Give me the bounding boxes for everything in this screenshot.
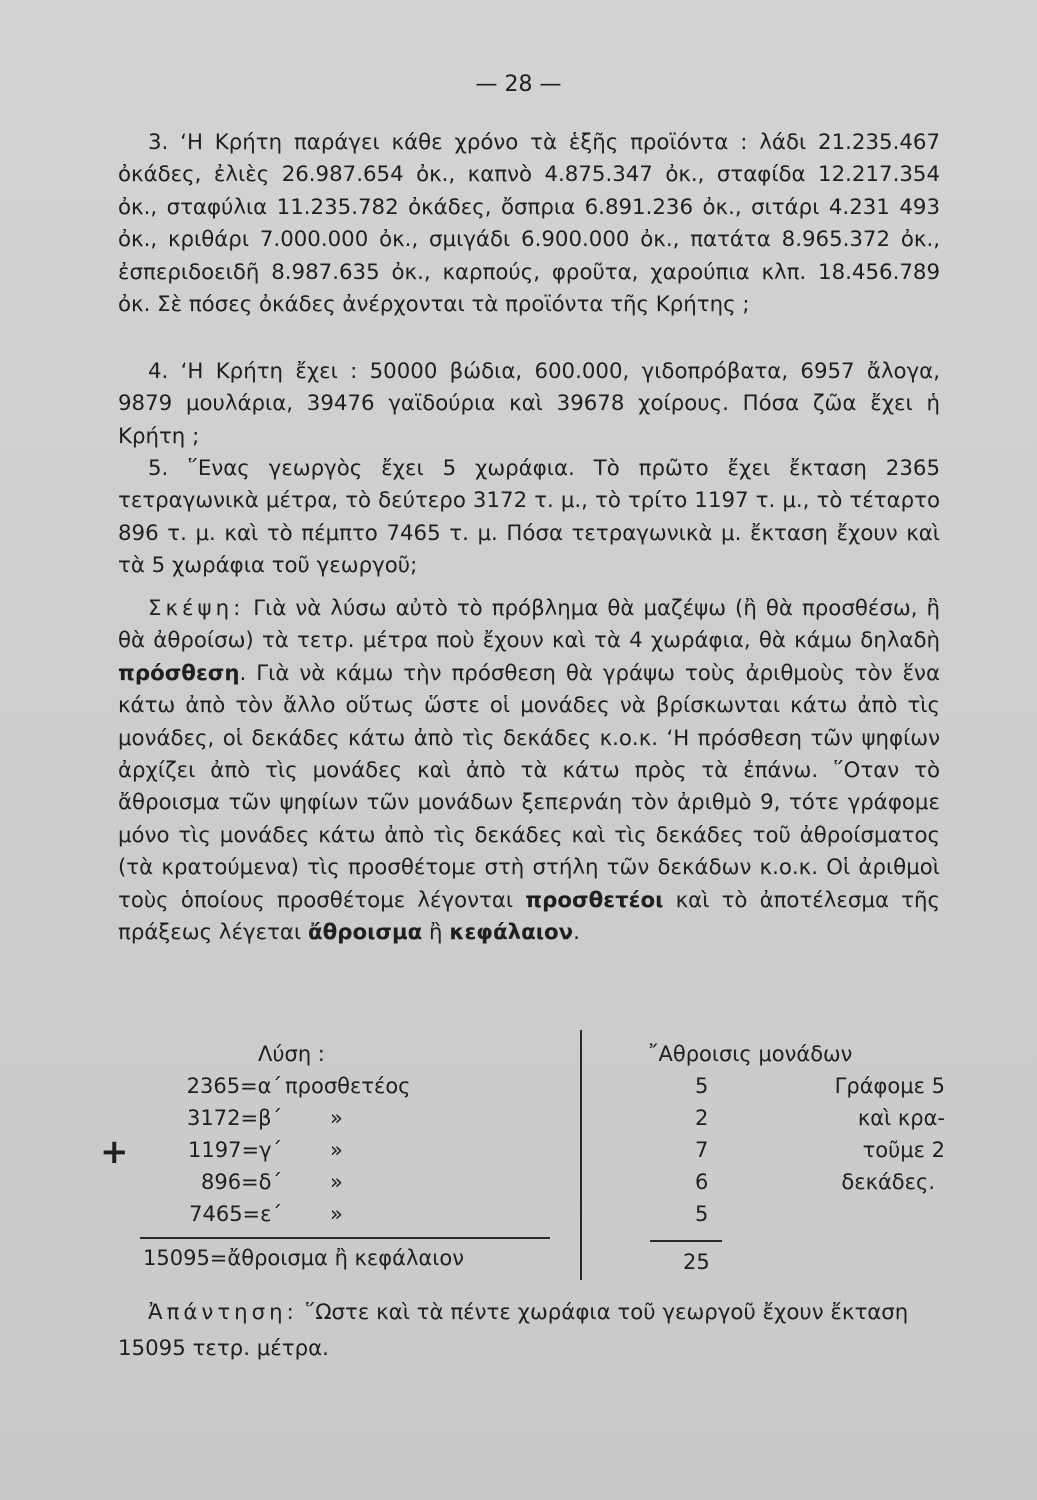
units-digit-1: 5 bbox=[695, 1074, 709, 1098]
addend-word-2: » bbox=[330, 1106, 343, 1130]
units-digit-5: 5 bbox=[695, 1202, 709, 1226]
thinking-label: Σκέψη: bbox=[148, 596, 245, 621]
thinking-text-5: . bbox=[573, 920, 580, 946]
sum-total: 15095=ἄθροισμα ἢ κεφάλαιον bbox=[143, 1246, 464, 1270]
addend-eq-3: 1197=γ΄ bbox=[188, 1138, 282, 1162]
answer-label: Ἀπάντηση: bbox=[148, 1300, 298, 1325]
addend-word-4: » bbox=[330, 1170, 343, 1194]
units-digit-4: 6 bbox=[695, 1170, 709, 1194]
page-number: — 28 — bbox=[475, 72, 562, 97]
column-divider bbox=[580, 1030, 582, 1280]
note-line-3: τοῦμε 2 bbox=[862, 1138, 945, 1162]
term-sum: ἄθροισμα bbox=[307, 920, 423, 946]
sum-rule-right bbox=[650, 1240, 722, 1242]
addend-eq-2: 3172=β΄ bbox=[187, 1106, 282, 1130]
units-total: 25 bbox=[683, 1250, 710, 1274]
units-sum-title: ῎Αθροισις μονάδων bbox=[648, 1042, 853, 1066]
note-line-2: καὶ κρα- bbox=[857, 1106, 945, 1130]
thinking-text-2: . Γιὰ νὰ κάμω τὴν πρόσθεση θὰ γράψω τοὺς ἀριθμοὺς τὸν ἕνα κάτω ἀπὸ τὸν ἄλλο οὕτως ὥστε οἱ μονάδες νὰ βρίσκωνται κάτω ἀπὸ τὶς μονάδες, οἱ δεκάδες κάτω ἀπὸ τὶς δεκάδες κ.ο.κ. ‘Η πρόσθεση τῶν ψηφίων ἀρχίζει ἀπὸ τὶς μονάδες καὶ ἀπὸ τὰ κάτω πρὸς τὰ ἐπάνω. ῞Οταν τὸ ἄθροισμα τῶν ψηφίων τῶν μονάδων ξεπερνάη τὸν ἀριθμὸ 9, τότε γράφομε μόνο τὶς μονάδες κάτω ἀπὸ τὶς δεκάδες καὶ τὶς δεκάδες τοῦ ἀθροίσματος (τὰ κρατούμενα) τὶς προσθέτομε στὴ στήλη τῶν δεκάδων κ.ο.κ. Οἱ ἀριθμοὶ τοὺς ὁποίους προσθέτομε λέγονται bbox=[118, 660, 940, 913]
answer-paragraph bbox=[118, 1295, 948, 1367]
addend-eq-5: 7465=ε΄ bbox=[189, 1202, 282, 1226]
problem-4-text: 4. ‘Η Κρήτη ἔχει : 50000 βώδια, 600.000, γιδοπρόβατα, 6957 ἄλογα, 9879 μουλάρια, 39476 γαϊδούρια καὶ 39678 χοίρους. Πόσα ζῶα ἔχει ἡ Κρήτη ; bbox=[118, 359, 940, 449]
note-line-4: δεκάδες. bbox=[841, 1170, 935, 1194]
plus-sign: + bbox=[100, 1132, 129, 1172]
term-addends: προσθετέοι bbox=[525, 887, 664, 913]
sum-rule-left bbox=[140, 1237, 550, 1239]
solution-title: Λύση : bbox=[258, 1042, 325, 1066]
term-total: κεφάλαιον bbox=[449, 920, 574, 946]
thinking-text-4: ἢ bbox=[422, 920, 450, 946]
addend-word-3: » bbox=[330, 1138, 343, 1162]
addend-eq-1: 2365=α΄ bbox=[186, 1074, 282, 1098]
answer-text: ῞Ωστε καὶ τὰ πέντε χωράφια τοῦ γεωργοῦ ἔχουν ἔκταση 15095 τετρ. μέτρα. bbox=[118, 1300, 909, 1361]
problem-5-text: 5. ῞Ενας γεωργὸς ἔχει 5 χωράφια. Τὸ πρῶτο ἔχει ἔκταση 2365 τετραγωνικὰ μέτρα, τὸ δεύτερο 3172 τ. μ., τὸ τρίτο 1197 τ. μ., τὸ τέταρτο 896 τ. μ. καὶ τὸ πέμπτο 7465 τ. μ. Πόσα τετραγωνικὰ μ. ἔκταση ἔχουν καὶ τὰ 5 χωράφια τοῦ γεωργοῦ; bbox=[118, 456, 940, 579]
addend-eq-4: 896=δ΄ bbox=[200, 1170, 282, 1194]
addend-word-5: » bbox=[330, 1202, 343, 1226]
units-digit-3: 7 bbox=[695, 1138, 709, 1162]
units-digit-2: 2 bbox=[695, 1106, 709, 1130]
problem-3-text: 3. ‘Η Κρήτη παράγει κάθε χρόνο τὰ ἑξῆς προϊόντα : λάδι 21.235.467 ὀκάδες, ἐλιὲς 26.987.654 ὀκ., καπνὸ 4.875.347 ὀκ., σταφίδα 12.217.354 ὀκ., σταφύλια 11.235.782 ὀκάδες, ὄσπρια 6.891.236 ὀκ., σιτάρι 4.231 493 ὀκ., κριθάρι 7.000.000 ὀκ., σμιγάδι 6.900.000 ὀκ., πατάτα 8.965.372 ὀκ., ἐσπεριδοειδῆ 8.987.635 ὀκ., καρπούς, φροῦτα, χαρούπια κλπ. 18.456.789 ὀκ. Σὲ πόσες ὀκάδες ἀνέρχονται τὰ προϊόντα τῆς Κρήτης ; bbox=[118, 130, 940, 318]
note-line-1: Γράφομε 5 bbox=[834, 1074, 945, 1098]
addend-word-1: προσθετέος bbox=[285, 1074, 411, 1098]
thinking-text-1: Γιὰ νὰ λύσω αὐτὸ τὸ πρόβλημα θὰ μαζέψω (ἢ θὰ προσθέσω, ἢ θὰ ἀθροίσω) τὰ τετρ. μέτρα ποὺ ἔχουν καὶ τὰ 4 χωράφια, θὰ κάμω δηλαδὴ bbox=[118, 596, 940, 654]
term-addition: πρόσθεση bbox=[118, 660, 240, 686]
thinking-text-3: καὶ τὸ ἀποτέλεσμα τῆς πράξεως λέγεται bbox=[118, 887, 940, 946]
